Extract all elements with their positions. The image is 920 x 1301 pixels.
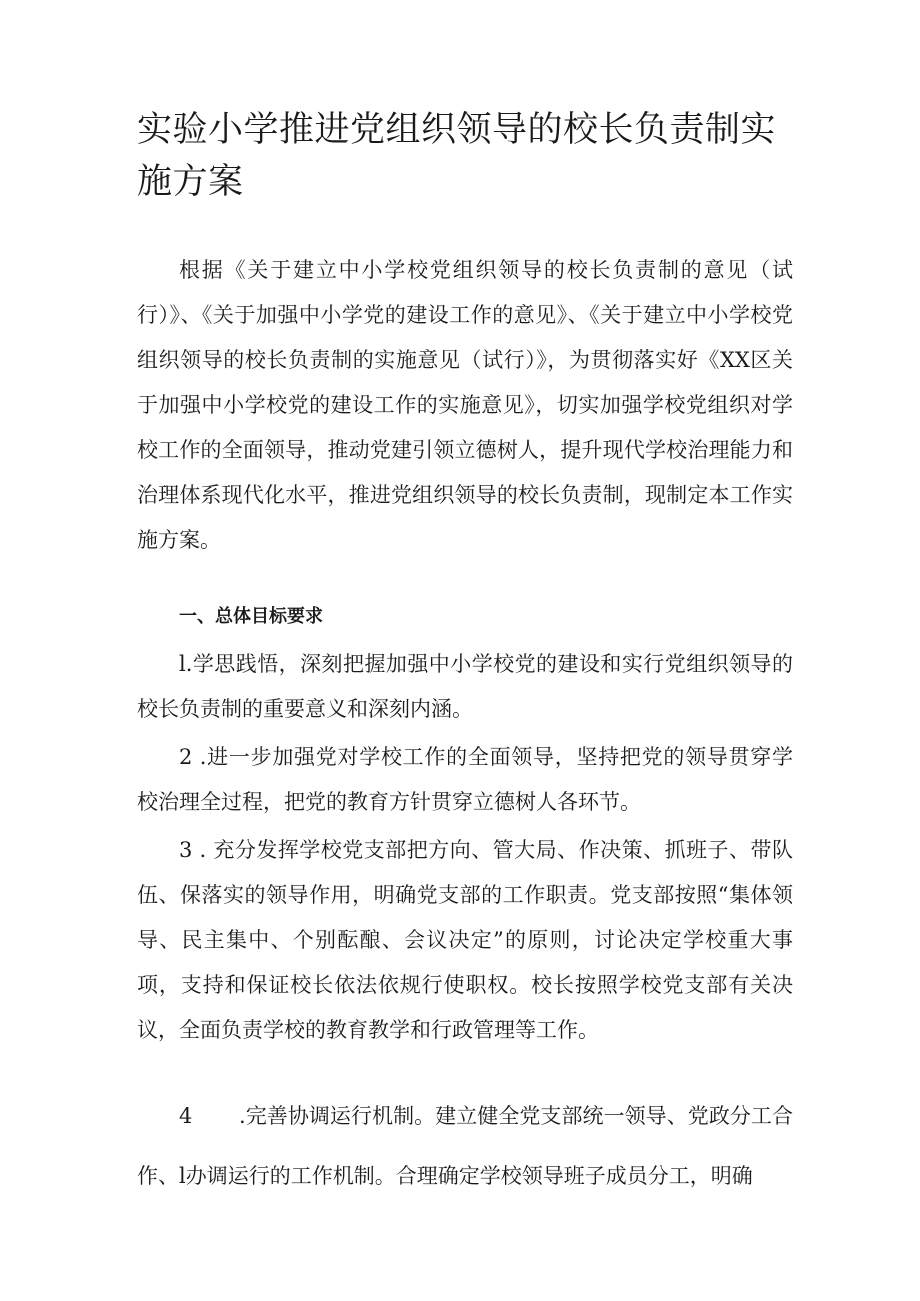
item-2-paragraph: 2 .进一步加强党对学校工作的全面领导，坚持把党的领导贯穿学校治理全过程，把党的教育方针贯穿立德树人各环节。 — [137, 745, 793, 814]
item-4-text: .完善协调运行机制。建立健全党支部统一领导、党政分工合作、l办调运行的工作机制。合理确定学校领导班子成员分工，明确 — [137, 1104, 793, 1188]
section-heading: 一、总体目标要求 — [179, 606, 323, 627]
item-4-paragraph — [137, 1086, 793, 1206]
document-title: 实验小学推进党组织领导的校长负责制实施方案 — [137, 110, 777, 202]
item-4-number: 4 — [179, 1104, 193, 1128]
intro-paragraph: 根据《关于建立中小学校党组织领导的校长负责制的意见（试行）》、《关于加强中小学党的建设工作的意见》、《关于建立中小学校党组织领导的校长负责制的实施意见（试行）》，为贯彻落实好《XX区关于加强中小学校党的建设工作的实施意见》，切实加强学校党组织对学校工作的全面领导，推动党建引领立德树人，提升现代学校治理能力和治理体系现代化水平，推进党组织领导的校长负责制，现制定本工作实施方案。 — [137, 258, 793, 552]
item-1-paragraph: l.学思践悟，深刻把握加强中小学校党的建设和实行党组织领导的校长负责制的重要意义和深刻内涵。 — [137, 652, 793, 721]
item-3-paragraph: 3 . 充分发挥学校党支部把方向、管大局、作决策、抓班子、带队伍、保落实的领导作用，明确党支部的工作职责。党支部按照“集体领导、民主集中、个别酝酿、会议决定”的原则，讨论决定学校重大事项，支持和保证校长依法依规行使职权。校长按照学校党支部有关决议，全面负责学校的教育教学和行政管理等工作。 — [137, 838, 793, 1042]
